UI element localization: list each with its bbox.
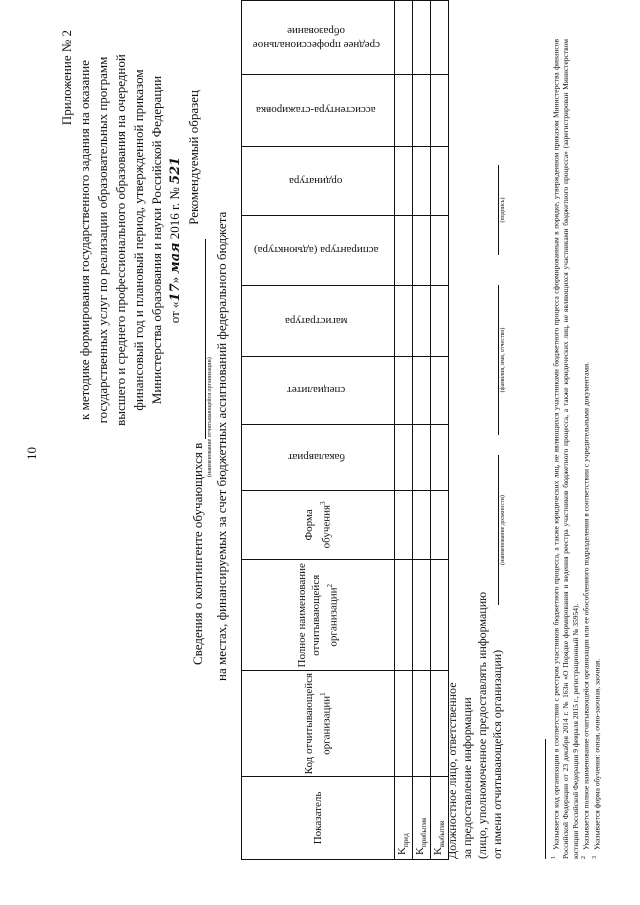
- appendix-line: государственных услуг по реализации образовательных программ: [95, 56, 110, 424]
- table-cell[interactable]: [431, 490, 449, 560]
- table-cell[interactable]: [395, 560, 413, 671]
- footnote-1: $^1$Указывается код организации в соответствии с реестром участников бюджетного процесса, а также юридических лиц, не являющихся участниками бюджетного процесса сформированным в порядке, утвержденном приказом Министерства финансов Российской Федерации от 23 декабря 2014 г. № 163н «О Порядке формирования и ведения реестра участников бюджетного процесса, а также юридических лиц, не являющихся участниками бюджетного процесса» (зарегистрирован Министерством юстиции Российской Федерации 9 февраля 2015 г., регистрационный № 35954).: [551, 39, 580, 859]
- table-cell[interactable]: [395, 490, 413, 560]
- appendix-label: Приложение № 2: [59, 30, 74, 126]
- table-cell[interactable]: [431, 146, 449, 216]
- table-cell[interactable]: [395, 75, 413, 146]
- header-indicator: Показатель: [242, 776, 395, 859]
- table-cell[interactable]: [395, 671, 413, 777]
- header-secondary-prof: среднее профессиональное образование: [242, 1, 395, 75]
- table-row: [413, 1, 431, 860]
- table-cell[interactable]: [395, 424, 413, 490]
- signature-line[interactable]: [498, 165, 499, 255]
- table-cell[interactable]: [395, 216, 413, 286]
- position-line[interactable]: [498, 455, 499, 605]
- appendix-block: [58, 30, 203, 450]
- appendix-line: Министерства образования и науки Российской Федерации: [149, 75, 164, 405]
- table-cell[interactable]: [413, 75, 431, 146]
- table-cell[interactable]: [431, 216, 449, 286]
- appendix-date: от «17» мая 2016 г. № 521: [167, 156, 183, 324]
- table-cell[interactable]: [413, 146, 431, 216]
- name-line[interactable]: [498, 285, 499, 435]
- header-org-name: Полное наименование отчитывающейся организации$^2$: [242, 560, 395, 671]
- header-residency: ординатура: [242, 146, 395, 216]
- date-month: мая: [168, 242, 183, 274]
- header-postgraduate: аспирантура (адъюнктура): [242, 216, 395, 286]
- table-cell[interactable]: [413, 490, 431, 560]
- table-cell[interactable]: [413, 216, 431, 286]
- table-cell[interactable]: [431, 285, 449, 356]
- table-cell[interactable]: [431, 424, 449, 490]
- table-cell[interactable]: [431, 357, 449, 425]
- table-cell[interactable]: [413, 1, 431, 75]
- table-cell[interactable]: [413, 424, 431, 490]
- appendix-line: финансовый год и плановый период, утвержденной приказом: [131, 69, 146, 411]
- table-cell[interactable]: [395, 146, 413, 216]
- org-name-caption: (наименование отчитывающейся организации): [207, 357, 213, 477]
- row-label: $K_{пред}$: [395, 776, 413, 859]
- contingent-table: [241, 0, 449, 860]
- table-cell[interactable]: [413, 671, 431, 777]
- table-cell[interactable]: [413, 357, 431, 425]
- order-number: 521: [168, 156, 183, 184]
- form-title: Сведения о контингенте обучающихся в: [190, 25, 206, 725]
- date-day: 17: [168, 283, 183, 302]
- table-cell[interactable]: [431, 75, 449, 146]
- header-master: магистратура: [242, 285, 395, 356]
- appendix-line: к методике формирования государственного задания на оказание: [77, 60, 92, 420]
- row-label: $K_{прибытия}$: [413, 776, 431, 859]
- name-caption: (фамилия, имя, отчество): [500, 327, 506, 393]
- recommended-sample: Рекомендуемый образец: [186, 90, 201, 225]
- responsible-person-block: Должностное лицо, ответственное за предоставление информации (лицо, уполномоченное предоставлять информацию от имени отчитывающейся организации): [445, 591, 504, 859]
- footnotes: [550, 39, 602, 859]
- appendix-line: высшего и среднего профессионального образования на очередной: [113, 54, 128, 426]
- table-cell[interactable]: [413, 285, 431, 356]
- table-cell[interactable]: [413, 560, 431, 671]
- page-number: 10: [24, 447, 39, 460]
- signature-caption: (подпись): [500, 197, 506, 223]
- table-cell[interactable]: [395, 1, 413, 75]
- header-org-code: Код отчитывающейся организации$^1$: [242, 671, 395, 777]
- table-cell[interactable]: [395, 357, 413, 425]
- table-row: [395, 1, 413, 860]
- footnote-separator: [545, 739, 546, 859]
- header-study-form: Форма обучения$^3$: [242, 490, 395, 560]
- header-bachelor: бакалавриат: [242, 424, 395, 490]
- row-label: $K_{выбытия}$: [431, 776, 449, 859]
- table-cell[interactable]: [395, 285, 413, 356]
- footnote-3: $^3$Указывается форма обучения: очная, очно-заочная, заочная.: [592, 658, 602, 859]
- header-assistantship: ассистентура-стажировка: [242, 75, 395, 146]
- header-specialist: специалитет: [242, 357, 395, 425]
- table-cell[interactable]: [431, 1, 449, 75]
- position-caption: (наименование должности): [500, 495, 506, 565]
- form-subtitle: на местах, финансируемых за счет бюджетных ассигнований федерального бюджета: [214, 211, 229, 681]
- footnote-2: $^2$Указывается полное наименование отчитывающейся организации или ее обособленного подразделения в соответствии с учредительными документами.: [581, 361, 591, 859]
- org-name-blank: [193, 239, 206, 439]
